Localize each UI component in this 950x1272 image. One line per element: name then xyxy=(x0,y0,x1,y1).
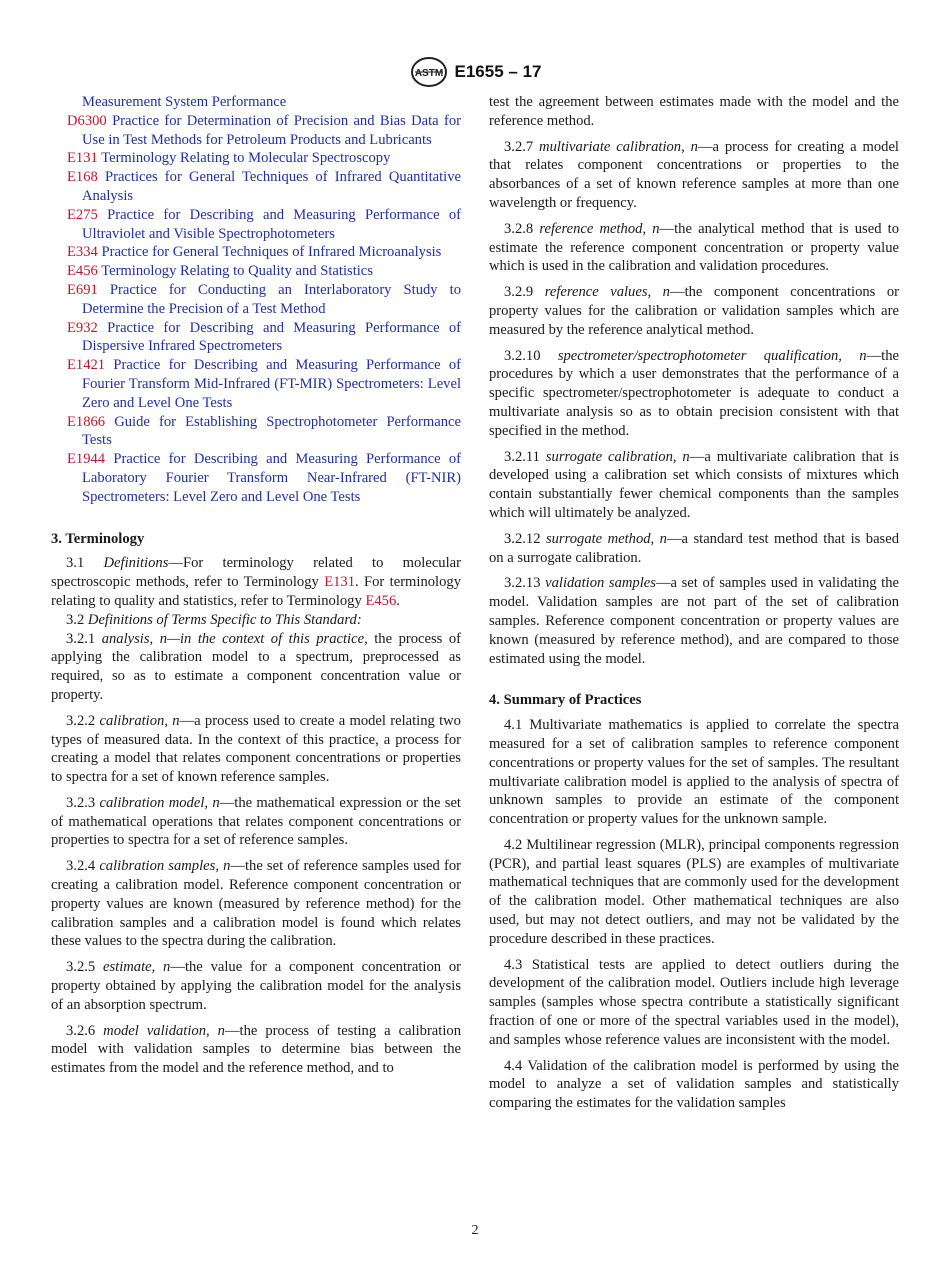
definition-3-2-11: 3.2.11 surrogate calibration, n—a multivariate calibration that is developed using a calibration set which consists of mixtures which contain substantially fewer chemical components than the samples which will ultimately be analyzed. xyxy=(489,448,899,521)
reference-item[interactable]: E1866 Guide for Establishing Spectrophotometer Performance Tests xyxy=(67,413,461,449)
reference-item[interactable]: E456 Terminology Relating to Quality and Statistics xyxy=(67,263,373,280)
section-3-heading: 3. Terminology xyxy=(51,530,145,547)
link-e131[interactable]: E131 xyxy=(324,574,355,591)
page-number: 2 xyxy=(471,1223,479,1238)
paragraph-4-1: 4.1 Multivariate mathematics is applied to correlate the spectra measured for a set of calibration samples to reference component concentrations or property values for the set of samples. The resultant multivariate calibration model is applied to the analysis of spectra of unknown samples to provide an estimate of the component concentration or property values for the unknown sample. xyxy=(489,717,899,828)
right-column xyxy=(489,93,899,1120)
paragraph-3-1: 3.1 Definitions—For terminology related to molecular spectroscopic methods, refer to Terminology E131. For terminology relating to quality and statistics, refer to Terminology E456. xyxy=(51,555,461,609)
definition-3-2-2: 3.2.2 calibration, n—a process used to create a model relating two types of measured data. In the context of this practice, a process for creating a model that relates component concentrations or properties to spectra for a set of known reference samples. xyxy=(51,712,461,786)
definition-3-2-7: 3.2.7 multivariate calibration, n—a process for creating a model that relates component concentrations or properties to the absorbances of a set of known reference samples at more than one wavelength or frequency. xyxy=(489,138,899,211)
page-header xyxy=(0,56,950,88)
definition-3-2-6: 3.2.6 model validation, n—the process of testing a calibration model with validation samples to determine bias between the estimates from the model and the reference method, and to xyxy=(51,1022,461,1077)
document-id: E1655 – 17 xyxy=(454,62,542,81)
definition-3-2-8: 3.2.8 reference method, n—the analytical method that is used to estimate the reference component concentration or property value which is used in the calibration and validation procedures. xyxy=(489,220,899,275)
left-column xyxy=(51,93,461,1085)
definition-3-2-10: 3.2.10 spectrometer/spectrophotometer qualification, n—the procedures by which a user demonstrates that the performance of a specific spectrometer/spectrophotometer is adequate to conduct a multivariate analysis so as to obtain precision consistent with that specified in the method. xyxy=(489,347,900,439)
definition-3-2-9: 3.2.9 reference values, n—the component concentrations or property values for the calibration or validation samples which are measured by the reference analytical method. xyxy=(489,284,900,338)
paragraph-4-4: 4.4 Validation of the calibration model is performed by using the model to analyze a set of validation samples and statistically comparing the estimates for the validation samples xyxy=(489,1057,899,1112)
reference-item[interactable]: E1944 Practice for Describing and Measuring Performance of Laboratory Fourier Transform Near-Infrared (FT-NIR) Spectrometers: Level Zero and Level One Tests xyxy=(67,451,461,505)
link-e456[interactable]: E456 xyxy=(365,592,397,609)
paragraph-4-3: 4.3 Statistical tests are applied to detect outliers during the development of the calibration model. Outliers include high leverage samples (samples whose spectra contribute a statistically significant fraction of one or more of the spectral variables used in the model), and samples whose reference values are inconsistent with the model. xyxy=(489,956,899,1048)
logo-text: ASTM xyxy=(414,68,443,79)
definition-3-2-1: 3.2.1 analysis, n—in the context of this practice, the process of applying the calibration model to a spectrum, preprocessed as required, so as to estimate a component concentration value or property. xyxy=(51,630,461,703)
astm-logo-icon xyxy=(409,56,449,88)
reference-item[interactable]: E932 Practice for Describing and Measuring Performance of Dispersive Infrared Spectrometers xyxy=(67,319,461,355)
reference-item[interactable]: Measurement System Performance xyxy=(82,94,287,110)
definition-3-2-12: 3.2.12 surrogate method, n—a standard test method that is based on a surrogate calibration. xyxy=(489,530,899,566)
reference-item[interactable]: E275 Practice for Describing and Measuring Performance of Ultraviolet and Visible Spectrophotometers xyxy=(67,206,461,242)
reference-list xyxy=(51,93,461,507)
paragraph-4-2: 4.2 Multilinear regression (MLR), principal components regression (PCR), and partial least squares (PLS) are examples of multivariate mathematical techniques that are commonly used for the development of the calibration model. Other mathematical techniques are also used, but may not detect outliers, and may not be validated by the procedure described in these practices. xyxy=(489,836,899,947)
definition-3-2-4: 3.2.4 calibration samples, n—the set of reference samples used for creating a calibration model. Reference component concentration or property values are known (measured by reference method) for the calibration samples and a calibration model is found which relates these values to the spectra during the calibration. xyxy=(51,858,461,950)
reference-item[interactable]: E334 Practice for General Techniques of Infrared Microanalysis xyxy=(67,244,442,261)
reference-item[interactable]: E131 Terminology Relating to Molecular Spectroscopy xyxy=(67,150,391,167)
reference-item[interactable]: D6300 Practice for Determination of Precision and Bias Data for Use in Test Methods for Petroleum Products and Lubricants xyxy=(67,112,461,148)
definition-3-2-5: 3.2.5 estimate, n—the value for a component concentration or property obtained by applying the calibration model for the analysis of an absorption spectrum. xyxy=(51,959,461,1013)
reference-item[interactable]: E691 Practice for Conducting an Interlaboratory Study to Determine the Precision of a Test Method xyxy=(67,281,461,317)
reference-item[interactable]: E1421 Practice for Describing and Measuring Performance of Fourier Transform Mid-Infrared (FT-MIR) Spectrometers: Level Zero and Level One Tests xyxy=(67,357,461,411)
definition-3-2-6-continued: test the agreement between estimates made with the model and the reference method. xyxy=(489,94,899,129)
reference-item[interactable]: E168 Practices for General Techniques of Infrared Quantitative Analysis xyxy=(67,169,461,204)
paragraph-3-2: 3.2 Definitions of Terms Specific to This Standard: xyxy=(66,611,362,628)
section-4-heading: 4. Summary of Practices xyxy=(489,692,642,709)
definition-3-2-3: 3.2.3 calibration model, n—the mathematical expression or the set of mathematical operations that relates component concentrations or properties to spectra for a set of reference samples. xyxy=(51,794,461,849)
definition-3-2-13: 3.2.13 validation samples—a set of samples used in validating the model. Validation samples are not part of the set of calibration samples. Reference component concentration or property values are known (measured by reference method), and are compared to those estimated using the model. xyxy=(489,575,899,667)
